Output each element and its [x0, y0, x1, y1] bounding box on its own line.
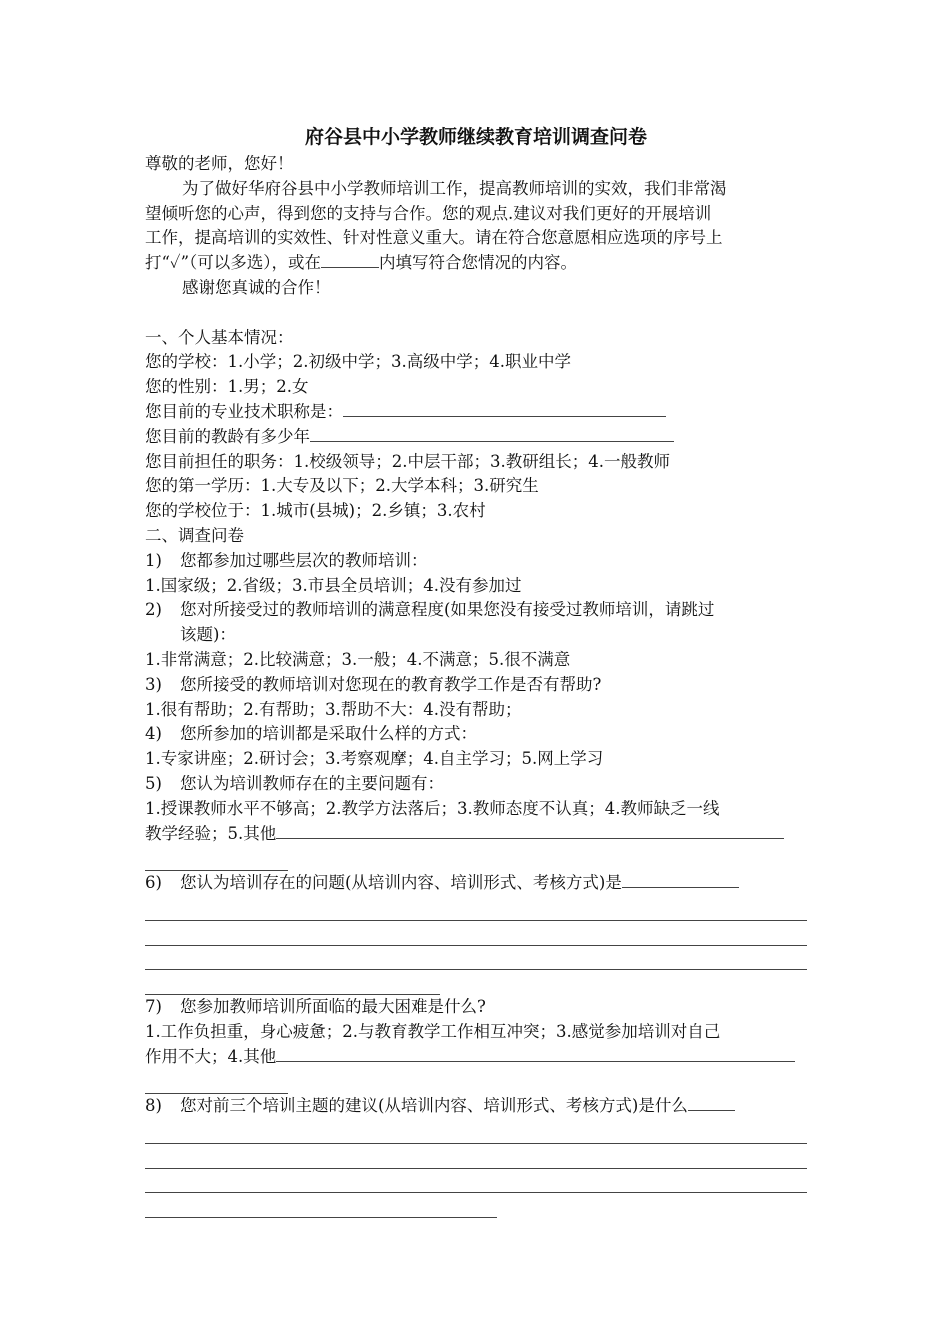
q5-options-2 [145, 822, 807, 847]
q6 [145, 871, 807, 896]
q6-answer-line-4[interactable] [145, 970, 440, 995]
q5-other-field-cont[interactable] [145, 846, 288, 871]
q7-number: 7) [145, 997, 162, 1017]
q3-options[interactable]: 1.很有帮助；2.有帮助；3.帮助不大：4.没有帮助； [145, 699, 522, 719]
q2-text: 您对所接受过的教师培训的满意程度(如果您没有接受过教师培训，请跳过 [180, 600, 715, 620]
fill-blank-example [321, 253, 379, 268]
questionnaire-page [145, 120, 807, 1218]
q7-options-2 [145, 1045, 807, 1070]
q1-number: 1) [145, 550, 162, 570]
intro-line-4a: 打“✓”（可以多选），或在 [145, 253, 322, 273]
education-question[interactable]: 您的第一学历：1.大专及以下；2.大学本科；3.研究生 [145, 476, 539, 496]
q6-answer-line-3[interactable] [145, 946, 807, 971]
job-title-question [145, 400, 807, 425]
q8-answer-line-1[interactable] [145, 1119, 807, 1144]
q5 [145, 772, 807, 797]
q4 [145, 722, 807, 747]
q5-options-2-text[interactable]: 教学经验；5.其他 [145, 823, 277, 843]
q3-number: 3) [145, 674, 162, 694]
intro-line-4b: 内填写符合您情况的内容。 [379, 253, 578, 273]
q7-options-2-text[interactable]: 作用不大；4.其他 [145, 1046, 277, 1066]
position-question[interactable]: 您目前担任的职务：1.校级领导；2.中层干部；3.教研组长；4.一般教师 [145, 451, 670, 471]
q2 [145, 598, 807, 623]
document-title: 府谷县中小学教师继续教育培训调查问卷 [304, 126, 647, 148]
q3-text: 您所接受的教师培训对您现在的教育教学工作是否有帮助? [180, 674, 602, 694]
q1-text: 您都参加过哪些层次的教师培训： [180, 550, 428, 570]
intro-line-3: 工作，提高培训的实效性、针对性意义重大。请在符合您意愿相应选项的序号上 [145, 228, 723, 248]
q7-other-field[interactable] [276, 1047, 795, 1062]
intro-line-1: 为了做好华府谷县中小学教师培训工作，提高教师培训的实效，我们非常渴 [182, 178, 727, 198]
q3 [145, 673, 807, 698]
thanks-text: 感谢您真诚的合作！ [182, 277, 331, 297]
q4-text: 您所参加的培训都是采取什么样的方式： [180, 724, 477, 744]
intro-line-2: 望倾听您的心声，得到您的支持与合作。您的观点.建议对我们更好的开展培训 [145, 203, 712, 223]
q5-text: 您认为培训教师存在的主要问题有： [180, 773, 444, 793]
spacer [145, 301, 807, 326]
q7-other-field-cont[interactable] [145, 1069, 288, 1094]
q7 [145, 995, 807, 1020]
q1 [145, 549, 807, 574]
q7-text: 您参加教师培训所面临的最大困难是什么? [180, 997, 486, 1017]
section1-heading: 一、个人基本情况： [145, 327, 294, 347]
q8-answer-field[interactable] [688, 1096, 735, 1111]
q8-answer-line-3[interactable] [145, 1169, 807, 1194]
job-title-label: 您目前的专业技术职称是： [145, 401, 343, 421]
q5-other-field[interactable] [276, 824, 784, 839]
q7-options-1[interactable]: 1.工作负担重，身心疲惫；2.与教育教学工作相互冲突；3.感觉参加培训对自己 [145, 1021, 721, 1041]
q6-text: 您认为培训存在的问题(从培训内容、培训形式、考核方式)是 [180, 873, 622, 893]
q6-answer-line-1[interactable] [145, 896, 807, 921]
q8-answer-line-4[interactable] [145, 1193, 497, 1218]
q4-options[interactable]: 1.专家讲座；2.研讨会；3.考察观摩；4.自主学习；5.网上学习 [145, 749, 604, 769]
teaching-years-question [145, 425, 807, 450]
q6-answer-line-2[interactable] [145, 921, 807, 946]
q8-answer-line-2[interactable] [145, 1144, 807, 1169]
q6-answer-field[interactable] [622, 873, 739, 888]
q8 [145, 1094, 807, 1119]
q8-number: 8) [145, 1096, 162, 1116]
q1-options[interactable]: 1.国家级；2.省级；3.市县全员培训；4.没有参加过 [145, 575, 522, 595]
q8-text: 您对前三个培训主题的建议(从培训内容、培训形式、考核方式)是什么 [180, 1096, 688, 1116]
teaching-years-label: 您目前的教龄有多少年 [145, 426, 310, 446]
q2-number: 2) [145, 600, 162, 620]
job-title-field[interactable] [343, 402, 666, 417]
greeting: 尊敬的老师，您好！ [145, 154, 294, 173]
teaching-years-field[interactable] [310, 427, 674, 442]
school-type-question[interactable]: 您的学校：1.小学；2.初级中学；3.高级中学；4.职业中学 [145, 352, 571, 372]
gender-question[interactable]: 您的性别：1.男；2.女 [145, 377, 309, 397]
intro-line-4 [145, 251, 807, 276]
location-question[interactable]: 您的学校位于：1.城市(县城)；2.乡镇；3.农村 [145, 501, 486, 521]
q6-number: 6) [145, 873, 162, 893]
q5-options-1[interactable]: 1.授课教师水平不够高；2.教学方法落后；3.教师态度不认真；4.教师缺乏一线 [145, 798, 720, 818]
q5-number: 5) [145, 773, 162, 793]
q2-text-cont: 该题)： [180, 625, 236, 645]
q2-options[interactable]: 1.非常满意；2.比较满意；3.一般；4.不满意；5.很不满意 [145, 649, 571, 669]
q4-number: 4) [145, 724, 162, 744]
section2-heading: 二、调查问卷 [145, 525, 244, 545]
